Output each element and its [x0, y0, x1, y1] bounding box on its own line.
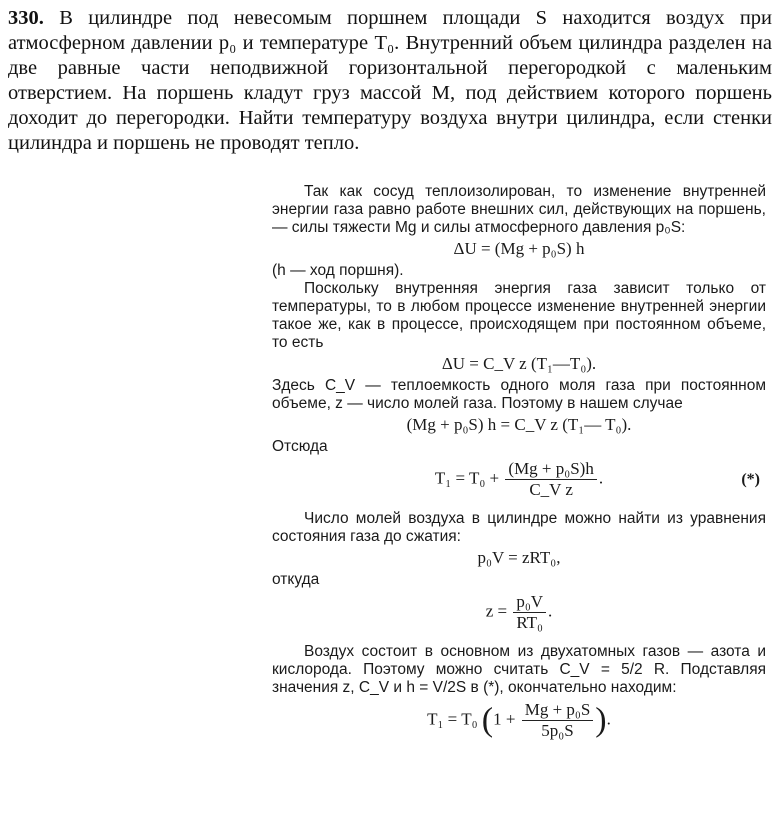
problem-text: В цилиндре под невесомым поршнем площади S находится воздух при атмосферном давлении p₀ и температуре T₀. Внутренний объем цилиндра разделен на две равные части неподвижной горизонтальной перегородкой с маленьким отверстием. На поршень кладут груз массой M, под действием которого поршень доходит до перегородки. Найти температуру воздуха внутри цилиндра, если стенки цилиндра и поршень не проводят тепло.: [8, 7, 773, 154]
right-paren: ): [595, 701, 607, 739]
equation-4-lhs: T₁ = T₀ +: [434, 468, 500, 488]
equation-7-fraction: [522, 700, 594, 741]
solution-paragraph-2: (h — ход поршня).: [272, 262, 404, 279]
equation-6-fraction: [513, 592, 546, 633]
problem-statement: [8, 6, 772, 156]
equation-4: T₁ = T₀ + $\frac{\text{(Mg + p₀S)h}}{\text{C\_V z}}$ . (*): [434, 459, 760, 499]
equation-1: ΔU = (Mg + p₀S) h: [453, 239, 585, 258]
equation-6-denominator: RT₀: [516, 613, 543, 632]
equation-6: z = $\frac{\text{p₀V}}{\text{RT₀}}$ .: [485, 592, 553, 632]
solution-paragraph-6: Число молей воздуха в цилиндре можно найти из уравнения состояния газа до сжатия:: [272, 510, 766, 545]
equation-3: (Mg + p₀S) h = C_V z (T₁— T₀).: [406, 415, 632, 434]
solution: [272, 183, 766, 745]
solution-paragraph-1: Так как сосуд теплоизолирован, то изменение внутренней энергии газа равно работе внешних сил, действующих на поршень,— силы тяжести Mg и силы атмосферного давления p₀S:: [272, 183, 766, 236]
equation-7-lhs: T₁ = T₀: [427, 709, 478, 729]
solution-paragraph-7: откуда: [272, 571, 320, 588]
solution-paragraph-3: Поскольку внутренняя энергия газа зависит только от температуры, то в любом процессе изменение внутренней энергии такое же, как в процессе, происходящем при постоянном объеме, то есть: [272, 280, 766, 351]
problem-number: 330.: [8, 7, 44, 29]
equation-7-denominator: 5p₀S: [541, 721, 574, 740]
equation-4-fraction: [505, 459, 596, 500]
equation-4-tag: (*): [741, 470, 760, 488]
equation-7: T₁ = T₀ (1 + $\frac{\text{Mg + p₀S}}{\text{5p₀S}}$ ).: [427, 700, 611, 740]
equation-2: ΔU = C_V z (T₁—T₀).: [441, 354, 597, 373]
solution-paragraph-8: Воздух состоит в основном из двухатомных газов — азота и кислорода. Поэтому можно считать C_V = 5/2 R. Подставляя значения z, C_V и h = V/2S в (*), окончательно находим:: [272, 643, 766, 696]
left-paren: (: [481, 701, 494, 739]
solution-paragraph-5: Отсюда: [272, 438, 328, 455]
solution-paragraph-4: Здесь C_V — теплоемкость одного моля газа при постоянном объеме, z — число молей газа. Поэтому в нашем случае: [272, 377, 766, 412]
equation-6-numerator: p₀V: [513, 592, 546, 613]
equation-7-numerator: Mg + p₀S: [522, 700, 594, 721]
equation-4-numerator: (Mg + p₀S)h: [505, 459, 596, 480]
equation-5: p₀V = zRT₀,: [477, 548, 561, 567]
equation-4-denominator: C_V z: [529, 480, 573, 499]
equation-6-lhs: z =: [485, 601, 508, 621]
